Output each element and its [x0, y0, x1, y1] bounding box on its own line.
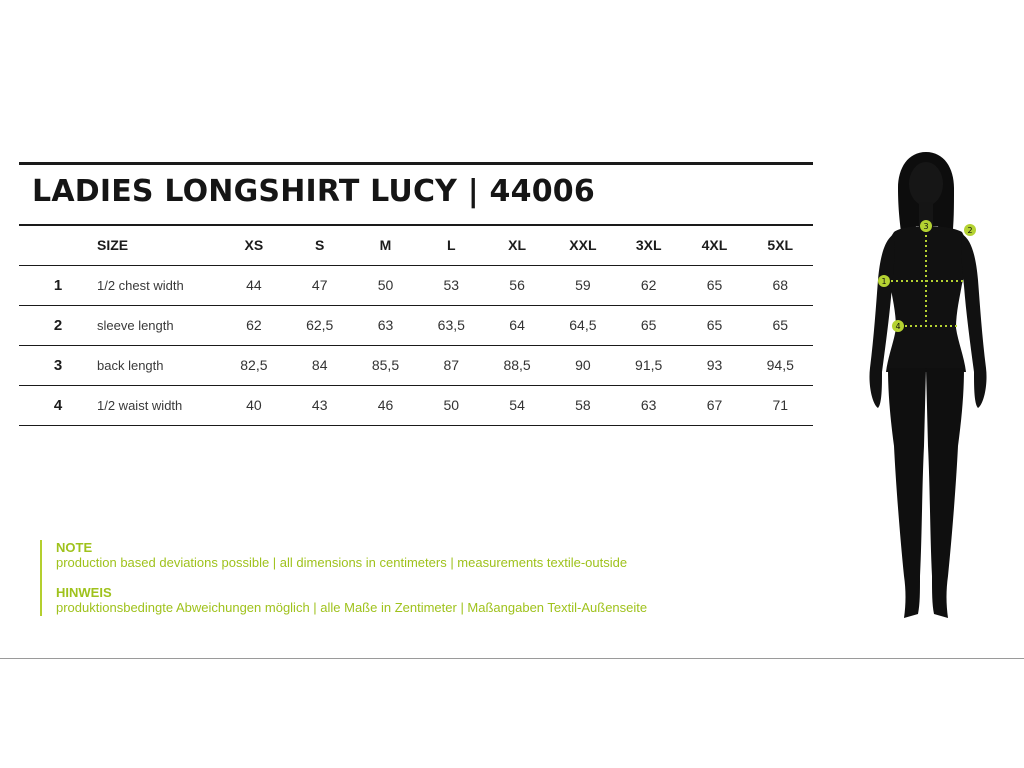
row-label: 1/2 waist width — [97, 397, 183, 413]
row-number: 2 — [53, 316, 63, 334]
size-4xl: 4XL — [701, 237, 728, 254]
row-label: sleeve length — [97, 317, 174, 333]
marker-2-label: 2 — [967, 226, 973, 235]
marker-2 — [964, 224, 976, 236]
header-num-cell — [19, 225, 97, 265]
note-heading-de: HINWEIS — [56, 585, 112, 600]
table-cell: 56 — [509, 277, 525, 293]
table-cell: 58 — [575, 397, 591, 413]
table-cell: 64 — [509, 317, 525, 333]
table-cell: 91,5 — [635, 357, 663, 373]
size-l: L — [447, 237, 456, 254]
size-xl: XL — [508, 237, 527, 254]
table-cell: 85,5 — [371, 357, 400, 373]
table-cell: 65 — [640, 317, 657, 333]
silhouette-torso — [886, 226, 967, 372]
table-cell: 63,5 — [437, 317, 465, 333]
table-cell: 62,5 — [306, 317, 334, 333]
measurement-figure — [856, 146, 1024, 626]
table-cell: 65 — [772, 317, 789, 333]
note-heading-en: NOTE — [56, 540, 93, 555]
size-s: S — [315, 237, 325, 254]
table-cell: 67 — [706, 397, 723, 413]
size-xxl: XXL — [569, 237, 597, 254]
table-cell: 90 — [575, 357, 591, 373]
table-cell: 84 — [311, 357, 328, 373]
table-cell: 64,5 — [569, 317, 597, 333]
title-top-rule — [19, 162, 813, 165]
table-cell: 94,5 — [766, 357, 794, 373]
table-row — [19, 345, 813, 385]
note-block — [40, 540, 647, 616]
table-row — [19, 305, 813, 345]
page-title: LADIES LONGSHIRT LUCY | 44006 — [32, 174, 595, 209]
table-cell: 46 — [377, 397, 394, 413]
table-cell: 53 — [443, 277, 460, 293]
marker-1 — [878, 275, 890, 287]
size-3xl: 3XL — [635, 237, 662, 254]
row-number: 4 — [53, 396, 63, 414]
table-cell: 44 — [246, 277, 262, 293]
size-m: M — [379, 237, 392, 254]
size-5xl: 5XL — [767, 237, 794, 254]
row-label: back length — [97, 357, 164, 373]
table-cell: 65 — [706, 277, 723, 293]
row-number: 3 — [53, 356, 63, 374]
table-cell: 43 — [311, 397, 328, 413]
marker-3 — [920, 220, 932, 232]
table-cell: 82,5 — [240, 357, 268, 373]
table-cell: 54 — [509, 397, 525, 413]
table-cell: 87 — [443, 357, 460, 373]
table-cell: 68 — [772, 277, 789, 293]
table-cell: 50 — [443, 397, 460, 413]
size-xs: XS — [244, 237, 264, 254]
table-cell: 47 — [311, 277, 328, 293]
table-cell: 93 — [706, 357, 723, 373]
table-cell: 65 — [706, 317, 723, 333]
table-cell: 62 — [640, 277, 657, 293]
table-cell: 71 — [772, 397, 789, 413]
bottom-divider — [0, 658, 1024, 659]
row-number: 1 — [53, 276, 63, 294]
table-cell: 88,5 — [503, 357, 531, 373]
table-row — [19, 385, 813, 425]
table-cell: 59 — [575, 277, 591, 293]
table-cell: 50 — [377, 277, 394, 293]
note-text-de: produktionsbedingte Abweichungen möglich | alle Maße in Zentimeter | Maßangaben Textil-Außenseite — [56, 600, 648, 615]
silhouette-head — [909, 162, 943, 206]
woman-silhouette-icon — [856, 146, 1024, 626]
marker-4 — [892, 320, 904, 332]
table-row — [19, 265, 813, 305]
marker-3-label: 3 — [923, 222, 929, 231]
marker-4-label: 4 — [895, 322, 901, 331]
table-cell: 62 — [246, 317, 262, 333]
note-text-en: production based deviations possible | all dimensions in centimeters | measurements textile-outside — [56, 555, 628, 570]
size-chart-table — [19, 224, 813, 426]
row-label: 1/2 chest width — [97, 277, 184, 293]
marker-1-label: 1 — [881, 277, 887, 286]
silhouette-right-arm — [961, 234, 986, 408]
table-cell: 40 — [246, 397, 262, 413]
silhouette-left-leg — [888, 368, 926, 618]
table-cell: 63 — [377, 317, 394, 333]
size-header: SIZE — [97, 237, 129, 254]
header-row — [19, 225, 813, 265]
silhouette-right-leg — [926, 368, 964, 618]
table-cell: 63 — [640, 397, 657, 413]
